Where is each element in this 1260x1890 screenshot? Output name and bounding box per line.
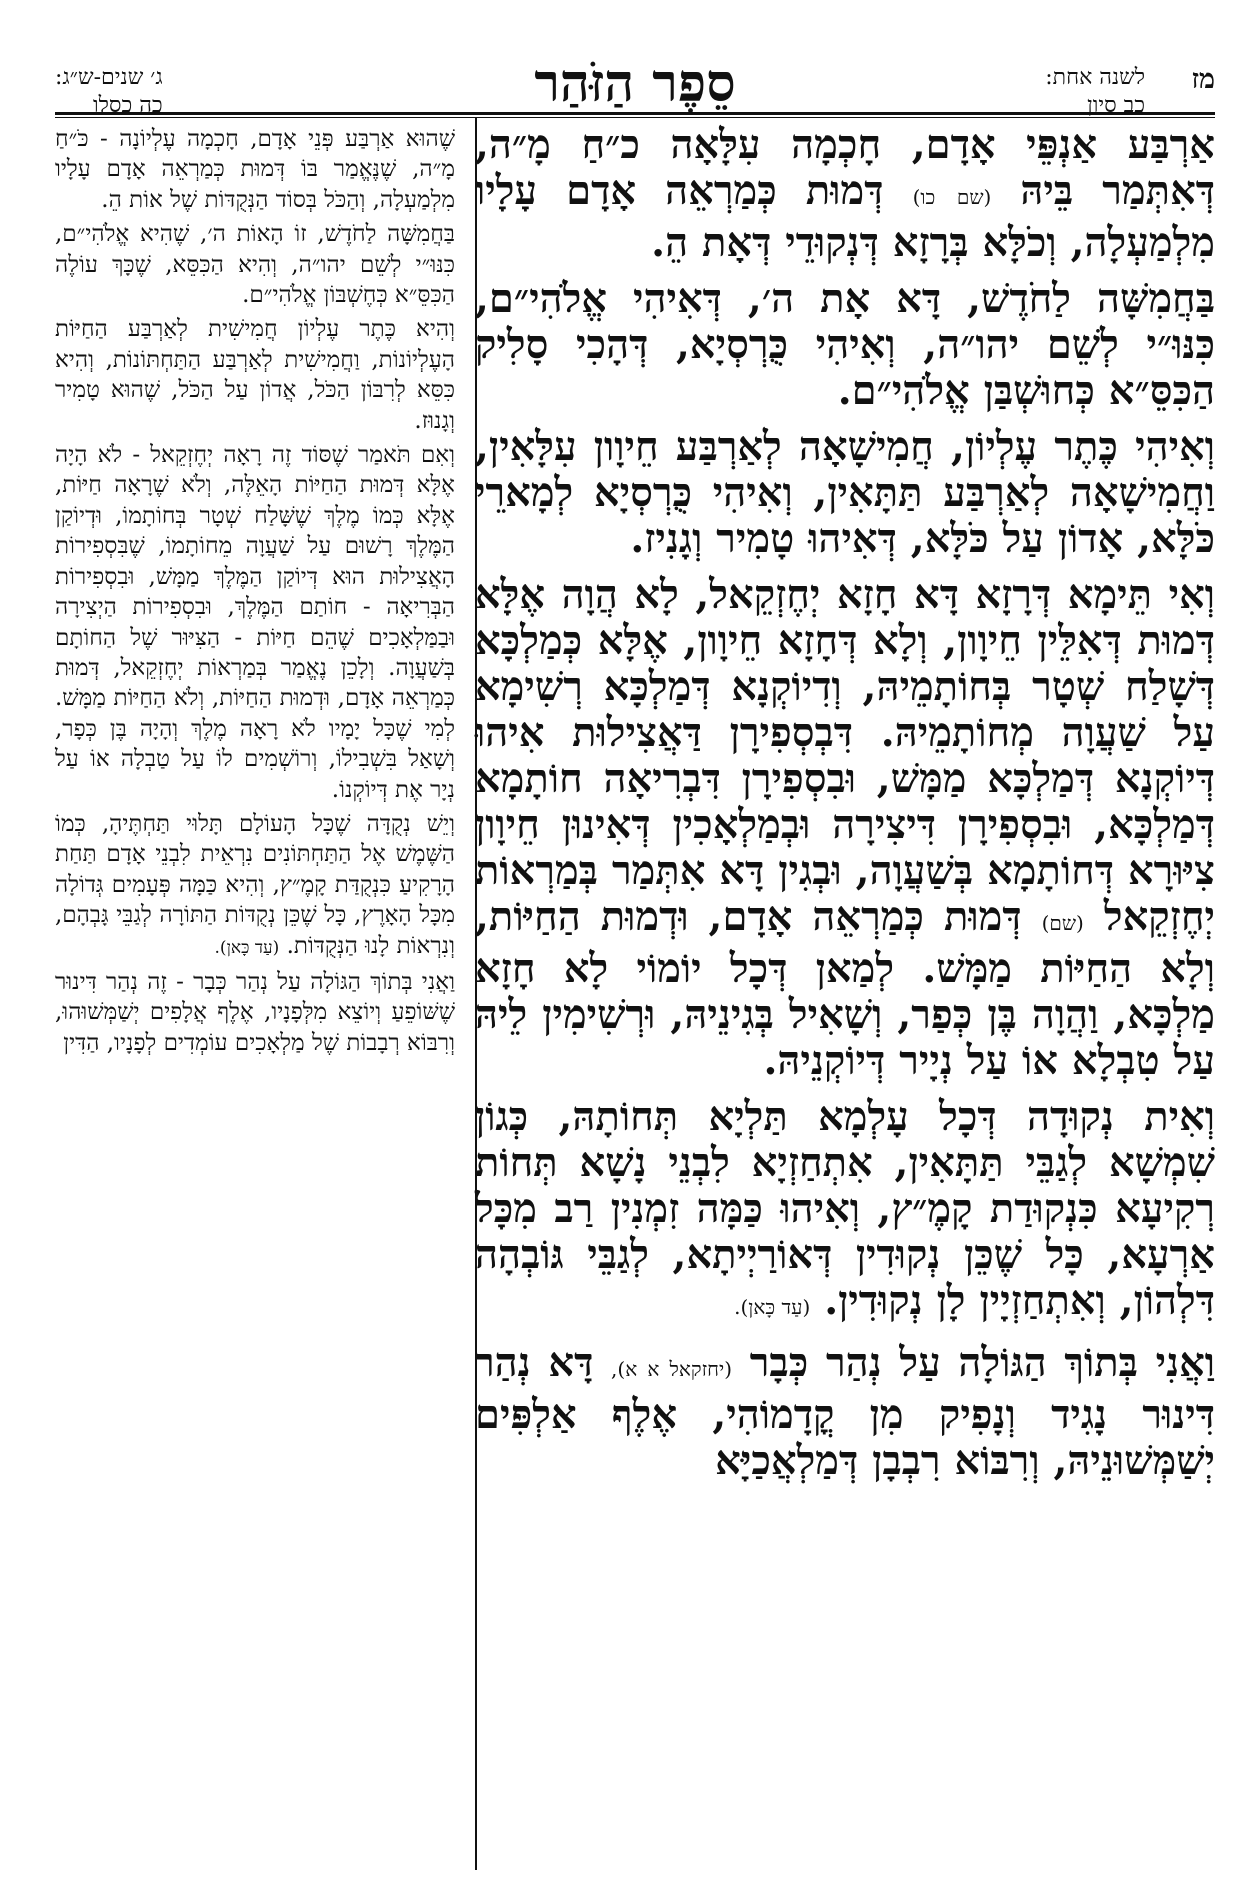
main-paragraph: בַּחֲמִשָּׁה לַחֹדֶשׁ, דָּא אָת ה׳, דְּאִיהִי אֱלֹהִי״ם, כִּנּוּ״י לְשֵׁם יהו״ה, וְאִיהִי כֻּרְסְיָא, דְּהָכִי סָלִיק הַכִּסֵּ״א כְּחוּשְׁבַּן אֱלֹהִי״ם. [475, 275, 1215, 414]
main-text-column [475, 122, 1215, 1484]
page-number: מז [1191, 64, 1215, 95]
header-rule-thick [55, 112, 1215, 115]
main-paragraph: וַאֲנִי בְּתוֹךְ הַגּוֹלָה עַל נְהַר כְּבָר (יחזקאל א א), דָּא נְהַר דִּינוּר נָגִיד וְנָפִיק מִן קֳדָמוֹהִי, אֶלֶף אַלְפִּים יְשַׁמְּשׁוּנֵיהּ, וְרִבּוֹא רִבְבָן דְּמַלְאֲכַיָּא [475, 1339, 1216, 1484]
verse-reference: (יחזקאל א א), [611, 1357, 733, 1381]
schedule-one-year-date: כב סיון [1087, 93, 1145, 118]
schedule-three-years-date: כה כסלו [93, 93, 163, 118]
book-title: סֵפֶר הַזֹּהַר [534, 53, 736, 114]
page-header [55, 20, 1215, 122]
main-paragraph: אַרְבַּע אַנְפֵּי אָדָם, חָכְמָה עִלָּאָה כ״חַ מָ״ה, דְּאִתְּמַר בֵּיהּ (שם כו) דְּמוּת כְּמַרְאֵה אָדָם עָלָיו מִלְמַעְלָה, וְכֹלָּא בְּרָזָא דְּנְקוּדֵי דְּאָת הֵ. [475, 121, 1215, 266]
main-paragraph: וְאִיהִי כֶּתֶר עֶלְיוֹן, חֲמִישָׁאָה לְאַרְבַּע חֵיוָון עִלָּאִין, וַחֲמִישָׁאָה לְאַרְבַּע תַּתָּאִין, וְאִיהִי כֻּרְסְיָא לְמָארֵי כֹּלָּא, אָדוֹן עַל כֹּלָּא, דְּאִיהוּ טָמִיר וְגָנִיז. [475, 423, 1215, 562]
verse-reference: (שם) [1041, 911, 1084, 935]
end-marker: (עַד כָּאן). [214, 937, 280, 958]
commentary-paragraph: וְאִם תֹּאמַר שֶׁסּוֹד זֶה רָאָה יְחֶזְקֵאל - לֹא הָיָה אֶלָּא דְּמוּת הַחַיּוֹת הָאֵלֶּה, וְלֹא שֶׁרָאָה חַיּוֹת, אֶלָּא כְּמוֹ מֶלֶךְ שֶׁשָּׁלַח שְׁטָר בְּחוֹתָמוֹ, וּדְיוֹקַן הַמֶּלֶךְ רָשׁוּם עַל שַׁעֲוָה מֵחוֹתָמוֹ, שֶׁבִּסְפִירוֹת הָאֲצִילוּת הוּא דְּיוֹקַן הַמֶּלֶךְ מַמָּשׁ, וּבִסְפִירוֹת הַבְּרִיאָה - חוֹתַם הַמֶּלֶךְ, וּבִסְפִירוֹת הַיְצִירָה וּבַמַּלְאָכִים שֶׁהֵם חַיּוֹת - הַצִּיּוּר שֶׁל הַחוֹתָם בְּשַׁעֲוָה. וְלָכֵן נֶאֱמַר בְּמַרְאוֹת יְחֶזְקֵאל, דְּמוּת כְּמַרְאֵה אָדָם, וּדְמוּת הַחַיּוֹת, וְלֹא הַחַיּוֹת מַמָּשׁ. לְמִי שֶׁכָּל יָמָיו לֹא רָאָה מֶלֶךְ וְהָיָה בֶּן כְּפָר, וְשָׁאַל בִּשְׁבִילוֹ, וְרוֹשְׁמִים לוֹ עַל טַבְלָה אוֹ עַל נְיָר אֶת דְּיוֹקְנוֹ. [55, 442, 455, 803]
commentary-paragraph: שֶׁהוּא אַרְבַּע פְּנֵי אָדָם, חָכְמָה עֶלְיוֹנָה - כֹּ״חַ מָ״ה, שֶׁנֶּאֱמַר בּוֹ דְּמוּת כְּמַרְאֵה אָדָם עָלָיו מִלְמַעְלָה, וְהַכֹּל בְּסוֹד הַנְּקֻדּוֹת שֶׁל אוֹת הֵ. [55, 126, 455, 213]
commentary-paragraph: וַאֲנִי בְּתוֹךְ הַגּוֹלָה עַל נְהַר כְּבָר - זֶה נְהַר דִּינוּר שֶׁשּׁוֹפֵעַ וְיוֹצֵא מִלְּפָנָיו, אֶלֶף אֲלָפִים יְשַׁמְּשׁוּהוּ, וְרִבּוֹא רְבָבוֹת שֶׁל מַלְאָכִים עוֹמְדִים לְפָנָיו, הַדִּין [55, 968, 455, 1056]
verse-reference: (שם כו) [912, 185, 992, 209]
main-paragraph: וְאִית נְקוּדָה דְּכָל עָלְמָא תַּלְיָא תְּחוֹתָהּ, כְּגוֹן שִׁמְשָׁא לְגַבֵּי תַּתָּאִין, אִתְחַזְיָא לִבְנֵי נָשָׁא תְּחוֹת רְקִיעָא כִּנְקוּדַת קָמֶ״ץ, וְאִיהוּ כַּמָּה זִמְנִין רַב מִכָּל אַרְעָא, כָּל שֶׁכֵּן נְקוּדִין דְּאוֹרַיְיתָא, לְגַבֵּי גּוֹבְהָה דִּלְהוֹן, וְאִתְחַזְיָין לָן נְקוּדִין. (עַד כָּאן). [475, 1093, 1215, 1324]
commentary-column [55, 124, 455, 1058]
main-paragraph: וְאִי תֵּימָא דְּרָזָא דָּא חָזָא יְחֶזְקֵאל, לָא הֲוָה אֶלָּא דְּמוּת דְּאִלֵּין חֵיוָון, וְלָא דְּחָזָא חֵיוָון, אֶלָּא כְּמַלְכָּא דְּשָׁלַח שְׁטָר בְּחוֹתָמֵיהּ, וְדִיוֹקְנָא דְּמַלְכָּא רְשִׁימָא עַל שַׁעֲוָה מְחוֹתָמֵיהּ. דִּבְסְפִירָן דַּאֲצִילוּת אִיהוּ דְּיוֹקְנָא דְּמַלְכָּא מַמָּשׁ, וּבִסְפִירָן דִּבְרִיאָה חוֹתָמָא דְּמַלְכָּא, וּבִסְפִירָן דִּיצִירָה וּבְמַלְאָכִין דְּאִינוּן חֵיוָון צִיּוּרָא דְּחוֹתָמָא בְּשַׁעֲוָה, וּבְגִין דָּא אִתְּמַר בְּמַרְאוֹת יְחֶזְקֵאל (שם) דְּמוּת כְּמַרְאֵה אָדָם, וּדְמוּת הַחַיּוֹת, וְלָא הַחַיּוֹת מַמָּשׁ. לְמַאן דְּכָל יוֹמוֹי לָא חָזָא מַלְכָּא, וַהֲוָה בֶּן כְּפַר, וְשָׁאִיל בְּגִינֵיהּ, וּרְשִׁימִין לֵיהּ עַל טִבְלָא אוֹ עַל נְיָיר דְּיוֹקְנֵיהּ. [475, 571, 1215, 1084]
header-rule-thin [55, 117, 1215, 118]
commentary-paragraph: בַּחֲמִשָּׁה לַחֹדֶשׁ, זוֹ הָאוֹת ה׳, שֶׁהִיא אֱלֹהִי״ם, כִּנּוּ״י לְשֵׁם יהו״ה, וְהִיא הַכִּסֵּא, שֶׁכָּךְ עוֹלֶה הַכִּסֵּ״א כְּחֶשְׁבּוֹן אֱלֹהִי״ם. [55, 221, 455, 309]
end-marker: (עַד כָּאן). [734, 1295, 811, 1319]
schedule-one-year-label: לשנה אחת: [1045, 65, 1145, 90]
commentary-paragraph: וְהִיא כֶּתֶר עֶלְיוֹן חֲמִישִׁית לְאַרְבַּע הַחַיּוֹת הָעֶלְיוֹנוֹת, וַחֲמִישִׁית לְאַרְבַּע הַתַּחְתּוֹנוֹת, וְהִיא כִּסֵּא לְרִבּוֹן הַכֹּל, אֲדוֹן עַל הַכֹּל, שֶׁהוּא טָמִיר וְגָנוּז. [55, 316, 455, 434]
schedule-three-years-label: ג׳ שנים-ש״ג: [55, 65, 163, 90]
commentary-paragraph: וְיֵשׁ נְקֻדָּה שֶׁכָּל הָעוֹלָם תָּלוּי תַּחְתֶּיהָ, כְּמוֹ הַשֶּׁמֶשׁ אֶל הַתַּחְתּוֹנִים נִרְאֵית לִבְנֵי אָדָם תַּחַת הָרָקִיעַ כִּנְקֻדַּת קָמֶ״ץ, וְהִיא כַּמָּה פְּעָמִים גְּדוֹלָה מִכָּל הָאָרֶץ, כָּל שֶׁכֵּן נְקֻדּוֹת הַתּוֹרָה לְגַבֵּי גָּבְהָם, וְנִרְאוֹת לָנוּ הַנְּקֻדּוֹת. (עַד כָּאן). [55, 810, 455, 959]
